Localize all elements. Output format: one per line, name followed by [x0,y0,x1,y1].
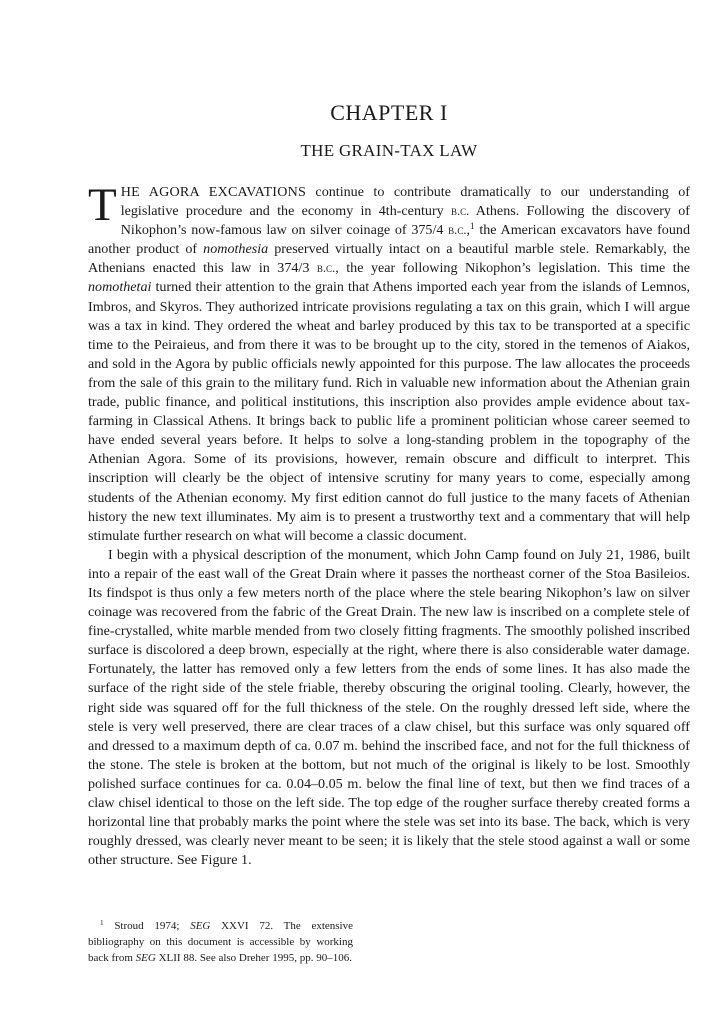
text-run: the American excavators have found another product of [88,222,690,258]
chapter-title: THE GRAIN-TAX LAW [300,141,478,160]
italic-term: SEG [135,952,156,964]
drop-cap: T [88,179,117,231]
text-run: XLII 88. See also Dreher 1995, pp. 90–106. [155,952,352,964]
chapter-number: CHAPTER I [330,100,448,125]
footnote-number: 1 [100,919,104,928]
text-run: Stroud 1974; [103,920,191,932]
footnote [88,918,353,966]
italic-term: nomothesia [203,241,269,258]
paragraph-1 [88,179,690,546]
footnote-ref[interactable]: 1 [470,221,475,232]
era-abbrev: b.c. [448,223,467,238]
text-run: turned their attention to the grain that Athens imported each year from the islands of Lemnos, Imbros, and Skyros. They authorized intricate provisions regulating a tax on this grain, which I will argue was a tax in kind. They ordered the wheat and barley produced by this tax to be transported at a specific time to the Peiraieus, and from there it was to be brought up to the city, stored in the temenos of Aiakos, and sold in the Agora by public officials newly appointed for this purpose. The law allocates the proceeds from the sale of this grain to the military fund. Rich in valuable new information about the Athenian grain trade, public finance, and political institutions, this inscription also provides ample evidence about tax-farming in Classical Athens. It brings back to public life a prominent politician whose career seemed to have ended several years before. It helps to solve a long-standing problem in the topography of the Athenian Agora. Some of its provisions, however, remain obscure and difficult to interpret. This inscription will clearly be the object of intensive scrutiny for many years to come, especially among students of the Athenian economy. My first edition cannot do full justice to the many facets of Athenian history the new text illuminates. My aim is to present a trustworthy text and a commentary that will help stimulate further research on what will become a classic document. [88,279,690,544]
text-run: Athens. Following the discovery of Nikophon’s now-famous law on silver coinage of 375/4 [120,203,690,239]
text-run: continue to contribute dramatically to our understanding of legislative procedure and the economy in 4th-century [120,184,690,220]
text-run: XXVI 72. The extensive bibliography on this document is accessible by working back from [88,920,353,964]
paragraph-2: I begin with a physical description of the monument, which John Camp found on July 21, 1986, built into a repair of the east wall of the Great Drain where it passes the northeast corner of the Stoa Basileios. Its findspot is thus only a few meters north of the place where the stele bearing Nikophon’s law on silver coinage was recovered from the fabric of the Great Drain. The new law is inscribed on a complete stele of fine-crystalled, white marble mended from two closely fitting fragments. The smoothly polished inscribed surface is discolored a deep brown, especially at the right, where there is also considerable water damage. Fortunately, the latter has removed only a few letters from the ends of some lines. It has also made the surface of the right side of the stele friable, thereby obscuring the original tooling. Clearly, however, the right side was squared off for the full thickness of the stele. On the roughly dressed left side, where the stele is very well preserved, there are clear traces of a claw chisel, but this surface was only squared off and dressed to a maximum depth of ca. 0.07 m. behind the inscribed face, and not for the full thickness of the stone. The stele is broken at the bottom, but not much of the original is likely to be lost. Smoothly polished surface continues for ca. 0.04–0.05 m. below the final line of text, but then we find traces of a claw chisel identical to those on the left side. The top edge of the rougher surface thereby created forms a horizontal line that probably marks the point where the stele was set into its base. The back, which is very roughly dressed, was clearly never meant to be seen; it is likely that the stele stood against a wall or some other structure. See Figure 1. [88,546,690,869]
lead-caps: HE AGORA EXCAVATIONS [120,184,306,200]
era-abbrev: b.c. [316,261,336,276]
italic-term: SEG [190,920,211,932]
italic-term: nomothetai [88,279,152,296]
text-run: preserved virtually intact on a beautiful marble stele. Remarkably, the Athenians enacted this law in 374/3 [88,241,690,277]
text-run: , [466,222,471,239]
text-run: , the year following Nikophon’s legislation. This time the [335,260,690,277]
footnote-1 [88,918,353,966]
body-text [88,179,690,870]
era-abbrev: b.c. [450,204,470,219]
